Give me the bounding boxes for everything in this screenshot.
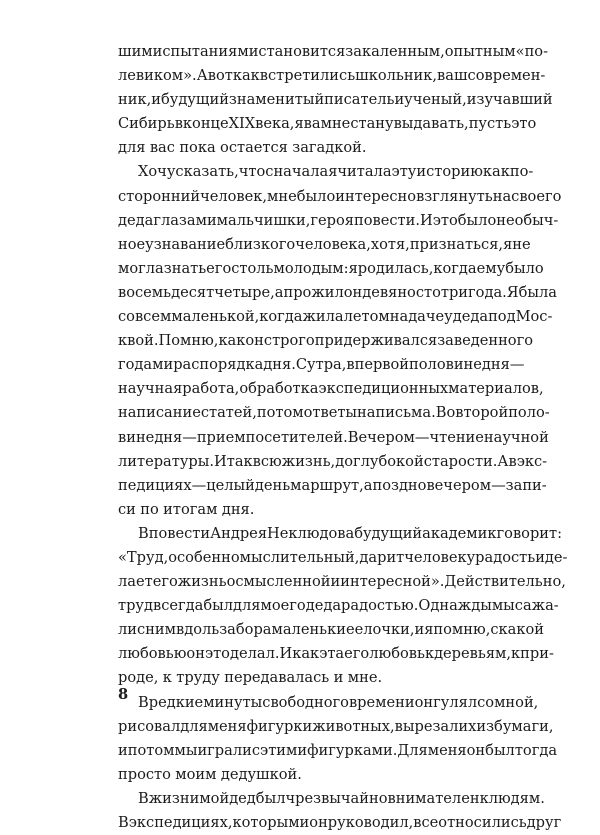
text-line: педициях — целый день маршрут, а поздно вечером — запи- xyxy=(118,476,547,494)
page-number: 8 xyxy=(118,686,129,703)
text-line: рисовал для меня фигурки животных, вырезал их из бумаги, xyxy=(118,717,554,735)
text-line: ное узнавание близкого человека, хотя, признаться, я не xyxy=(118,235,531,253)
text-line: шим испытаниям и становится закаленным, опытным «по- xyxy=(118,43,549,60)
paragraph xyxy=(118,40,553,160)
text-line: сторонний человек, мне было интересно взглянуть на своего xyxy=(118,187,562,205)
text-line: восемьдесят четыре, а прожил он девяносто три года. Я была xyxy=(118,283,557,301)
text-line: Хочу сказать, что сначала я читала эту историю как по- xyxy=(138,163,534,181)
text-line: годами распорядка дня. С утра, в первой половине дня — xyxy=(118,356,525,374)
text-line: левиком». А вот как встретились школьник, ваш современ- xyxy=(118,67,546,85)
text-line: любовью он это делал. И как эта его любовь к деревьям, к при- xyxy=(118,645,554,663)
text-line: В жизни мой дед был чрезвычайно внимателен к людям. xyxy=(138,789,545,807)
text-line: В экспедициях, которыми он руководил, все относились друг xyxy=(118,814,562,831)
paragraph xyxy=(118,787,562,835)
body-text xyxy=(118,40,568,835)
text-line: деда глазами мальчишки, героя повести. И это было необыч- xyxy=(118,211,559,229)
text-line: вине дня — прием посетителей. Вечером — чтение научной xyxy=(118,428,549,446)
text-line: ли с ним вдоль забора маленькие елочки, и я помню, с какой xyxy=(118,621,545,639)
text-line: труд всегда был для моего деда радостью. Однажды мы сажа- xyxy=(118,597,559,615)
text-line: литературы. И так всю жизнь, до глубокой старости. А в экс- xyxy=(118,452,548,470)
text-line: лает его жизнь осмысленной и интересной». Действительно, xyxy=(118,573,566,591)
text-line: роде, к труду передавалась и мне. xyxy=(118,669,383,687)
text-line: написание статей, потом ответы на письма. Во второй поло- xyxy=(118,404,550,422)
text-line: Сибирь в конце XIX века, я вам не стану выдавать, пусть это xyxy=(118,115,537,133)
text-line: совсем маленькой, когда жила летом на даче у деда под Мос- xyxy=(118,308,553,326)
text-line: В повести Андрея Неклюдова будущий академик говорит: xyxy=(138,524,563,542)
text-line: просто моим дедушкой. xyxy=(118,765,302,783)
paragraph xyxy=(118,160,562,521)
paragraph xyxy=(118,522,568,691)
text-line: «Труд, особенно мыслительный, дарит человеку радость и де- xyxy=(118,548,568,566)
text-line: си по итогам дня. xyxy=(118,500,255,518)
text-line: могла знать его столь молодым: я родилась, когда ему было xyxy=(118,259,544,277)
paragraph xyxy=(118,691,558,787)
text-line: для вас пока остается загадкой. xyxy=(118,139,367,157)
text-line: и потом мы играли с этими фигурками. Для меня он был тогда xyxy=(118,741,558,759)
text-line: ник, и будущий знаменитый писатель и ученый, изучавший xyxy=(118,91,553,109)
text-line: квой. Помню, как он строго придерживался заведенного xyxy=(118,332,534,350)
text-line: научная работа, обработка экспедиционных материалов, xyxy=(118,380,544,398)
text-line: В редкие минуты свободного времени он гулял со мной, xyxy=(138,693,539,711)
